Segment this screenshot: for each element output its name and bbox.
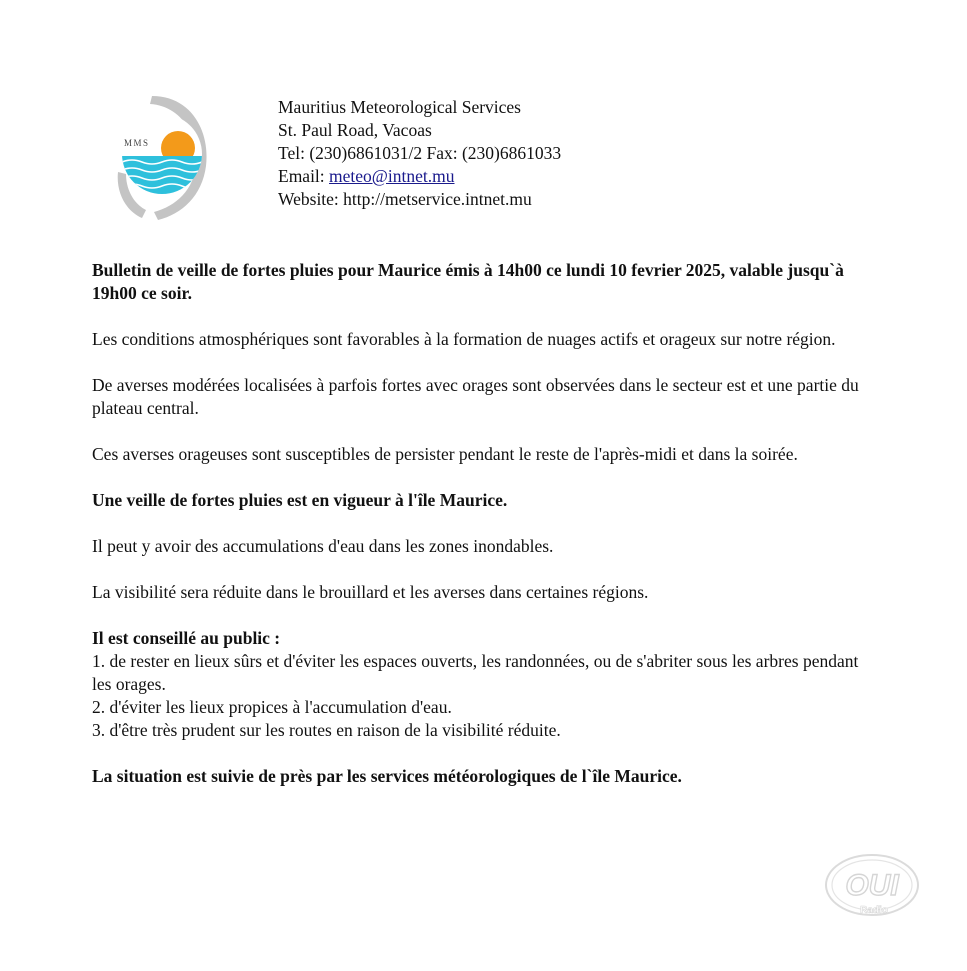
contact-website: Website: http://metservice.intnet.mu [278,189,532,209]
contact-phone: Tel: (230)6861031/2 Fax: (230)6861033 [278,143,562,163]
paragraph-visibility: La visibilité sera réduite dans le brouillard et les averses dans certaines régions. [92,582,649,602]
warning-statement: Une veille de fortes pluies est en vigueur à l'île Maurice. [92,490,508,510]
logo-text: MMS [124,138,150,148]
advice-item: 3. d'être très prudent sur les routes en raison de la visibilité réduite. [92,720,561,740]
paragraph-persistence: Ces averses orageuses sont susceptibles de persister pendant le reste de l'après-midi et dans la soirée. [92,444,798,464]
advice-item: 1. de rester en lieux sûrs et d'éviter les espaces ouverts, les randonnées, ou de s'abriter sous les arbres pendant les orages. [92,651,859,694]
bulletin-title: Bulletin de veille de fortes pluies pour Maurice émis à 14h00 ce lundi 10 fevrier 2025, valable jusqu`à 19h00 ce soir. [92,260,844,303]
closing-statement: La situation est suivie de près par les services météorologiques de l`île Maurice. [92,766,682,786]
org-address: St. Paul Road, Vacoas [278,120,432,140]
paragraph-showers: De averses modérées localisées à parfois fortes avec orages sont observées dans le secteur est et une partie du plateau central. [92,375,859,418]
email-label: Email: [278,166,330,186]
watermark-text: OUI [845,869,899,902]
org-name: Mauritius Meteorological Services [278,97,521,117]
advice-item: 2. d'éviter les lieux propices à l'accumulation d'eau. [92,697,452,717]
advice-section [92,627,882,742]
watermark-sub: Radio [860,905,888,916]
email-link[interactable]: meteo@intnet.mu [329,166,455,186]
mms-logo [112,92,212,224]
oui-radio-watermark [822,847,922,927]
paragraph-accumulation: Il peut y avoir des accumulations d'eau dans les zones inondables. [92,536,554,556]
advice-title: Il est conseillé au public : [92,628,281,648]
contact-email-line [278,165,561,188]
bulletin-body [92,259,882,811]
letterhead [278,96,561,211]
paragraph-conditions: Les conditions atmosphériques sont favorables à la formation de nuages actifs et orageux sur notre région. [92,329,836,349]
